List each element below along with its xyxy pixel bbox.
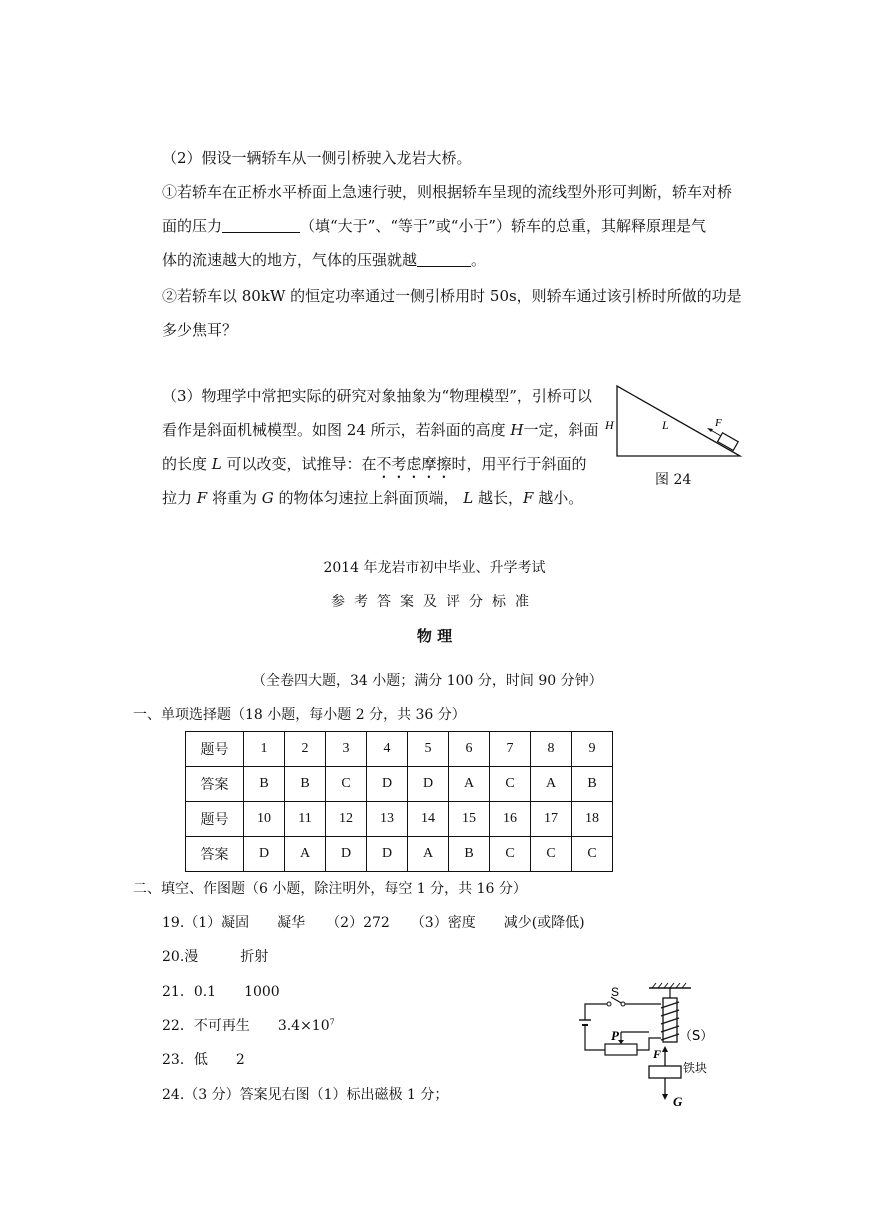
arrowhead <box>707 428 713 432</box>
q3-line1: （3）物理学中常把实际的研究对象抽象为“物理模型”，引桥可以 <box>162 387 592 405</box>
cell: 7 <box>490 732 531 767</box>
cell: A <box>449 767 490 802</box>
q3-text: 时，用平行于斜面的 <box>451 455 587 473</box>
row-label: 题号 <box>186 732 244 767</box>
cell: 9 <box>572 732 613 767</box>
answer-24: 24.（3 分）答案见右图（1）标出磁极 1 分； <box>162 1087 449 1103</box>
cell: 10 <box>244 802 285 837</box>
table-row <box>186 802 613 837</box>
q3-text: 的物体匀速拉上斜面顶端， <box>273 489 464 507</box>
cell: 4 <box>367 732 408 767</box>
q2-part1-text-b: （填“大于”、“等于”或“小于”）轿车的总重，其解释原理是气 <box>300 217 707 235</box>
var-F: F <box>523 489 534 507</box>
q2-part1-text-d: 。 <box>471 251 487 269</box>
cell: D <box>367 837 408 872</box>
cell: A <box>531 767 572 802</box>
q3-line3 <box>162 453 587 482</box>
cell: C <box>490 837 531 872</box>
cell: B <box>449 837 490 872</box>
table-row <box>186 732 613 767</box>
answer-subtitle: 参考答案及评分标准 <box>331 594 538 610</box>
cell: D <box>326 837 367 872</box>
q3-text: 可以改变，试推导：在 <box>221 455 377 473</box>
label-H: H <box>605 418 614 432</box>
q2-part1-line1: ①若轿车在正桥水平桥面上急速行驶，则根据轿车呈现的流线型外形可判断，轿车对桥 <box>162 183 733 201</box>
q3-text: 将重为 <box>207 489 262 507</box>
cell: A <box>285 837 326 872</box>
cell: C <box>572 837 613 872</box>
label-G: G <box>673 1094 683 1109</box>
cell: 16 <box>490 802 531 837</box>
switch-contact <box>607 1002 611 1006</box>
cell: 3 <box>326 732 367 767</box>
ceiling-hatch <box>652 983 686 988</box>
label-F: F <box>653 1047 662 1061</box>
switch-pivot <box>621 1002 625 1006</box>
cell: 14 <box>408 802 449 837</box>
q3-line4 <box>162 487 583 508</box>
var-L: L <box>211 455 222 473</box>
var-G: G <box>261 489 274 507</box>
section2-heading: 二、填空、作图题（6 小题，除注明外，每空 1 分，共 16 分） <box>133 881 527 897</box>
q2-part1-line2 <box>162 215 706 236</box>
cell: A <box>408 837 449 872</box>
table-row <box>186 767 613 802</box>
answer-19: 19.（1）凝固 凝华 （2）272 （3）密度 减少(或降低) <box>162 915 585 931</box>
var-L: L <box>463 489 474 507</box>
var-F: F <box>196 489 208 507</box>
answer-note: （全卷四大题，34 小题；满分 100 分，时间 90 分钟） <box>252 673 603 689</box>
q3-text: 越长， <box>473 489 524 507</box>
q2-part1-text-c: 体的流速越大的地方，气体的压强就越 <box>162 251 418 269</box>
cell: C <box>326 767 367 802</box>
answer-subject: 物 理 <box>416 627 453 645</box>
cell: D <box>408 767 449 802</box>
label-switch-S: S <box>611 985 620 999</box>
label-P: P <box>611 1028 619 1043</box>
cell: D <box>367 767 408 802</box>
q2-part2-line1: ②若轿车以 80kW 的恒定功率通过一侧引桥用时 50s，则轿车通过该引桥时所做的功是 <box>162 287 742 305</box>
cell: C <box>490 767 531 802</box>
q3-line2 <box>162 419 599 440</box>
answer-23: 23．低 2 <box>162 1052 245 1068</box>
rheostat <box>605 1044 637 1055</box>
cell: 18 <box>572 802 613 837</box>
answer-22-text: 22．不可再生 3.4×10 <box>162 1018 330 1034</box>
exponent: 7 <box>329 1017 335 1027</box>
cell: 12 <box>326 802 367 837</box>
q3-text: 的长度 <box>162 455 212 473</box>
force-G-arrowhead <box>662 1094 668 1100</box>
q3-text: 一定，斜面 <box>523 421 599 439</box>
cell: B <box>285 767 326 802</box>
cell: 1 <box>244 732 285 767</box>
cell: 13 <box>367 802 408 837</box>
force-F-arrowhead <box>662 1046 668 1052</box>
cell: 17 <box>531 802 572 837</box>
cell: C <box>531 837 572 872</box>
answer-21: 21．0.1 1000 <box>162 984 280 1000</box>
wire-left <box>585 1004 607 1020</box>
emphasis-no-friction: 不考虑摩擦 <box>376 455 452 473</box>
answer-table <box>185 731 613 872</box>
label-L: L <box>662 418 669 432</box>
cell: 11 <box>285 802 326 837</box>
cell: 6 <box>449 732 490 767</box>
label-F: F <box>715 417 722 429</box>
q3-text: 拉力 <box>162 489 197 507</box>
cell: D <box>244 837 285 872</box>
q3-text: 看作是斜面机械模型。如图 24 所示，若斜面的高度 <box>162 421 511 439</box>
cell: 2 <box>285 732 326 767</box>
cell: B <box>244 767 285 802</box>
q2-intro: （2）假设一辆轿车从一侧引桥驶入龙岩大桥。 <box>162 149 472 167</box>
cell: B <box>572 767 613 802</box>
answer-22 <box>162 1015 335 1035</box>
q2-part1-text-a: 面的压力 <box>162 217 223 235</box>
fill-blank-1[interactable] <box>222 218 300 233</box>
answer-title: 2014 年龙岩市初中毕业、升学考试 <box>323 560 546 576</box>
electromagnet-figure <box>575 980 725 1110</box>
q2-part2-line2: 多少焦耳？ <box>162 321 238 339</box>
wire-bottom <box>585 1025 605 1050</box>
label-pole: （S） <box>679 1029 714 1044</box>
label-iron-block: 铁块 <box>683 1061 708 1075</box>
section1-heading: 一、单项选择题（18 小题，每小题 2 分，共 36 分） <box>133 707 466 723</box>
table-row <box>186 837 613 872</box>
row-label: 答案 <box>186 837 244 872</box>
iron-block <box>649 1066 681 1078</box>
row-label: 题号 <box>186 802 244 837</box>
fill-blank-2[interactable] <box>417 252 471 267</box>
cell: 5 <box>408 732 449 767</box>
q3-text: 越小。 <box>533 489 584 507</box>
cell: 8 <box>531 732 572 767</box>
q2-part1-line3 <box>162 249 486 270</box>
var-H: H <box>510 421 524 439</box>
figure-caption: 图 24 <box>655 472 692 488</box>
answer-20: 20.漫 折射 <box>162 949 269 965</box>
cell: 15 <box>449 802 490 837</box>
row-label: 答案 <box>186 767 244 802</box>
